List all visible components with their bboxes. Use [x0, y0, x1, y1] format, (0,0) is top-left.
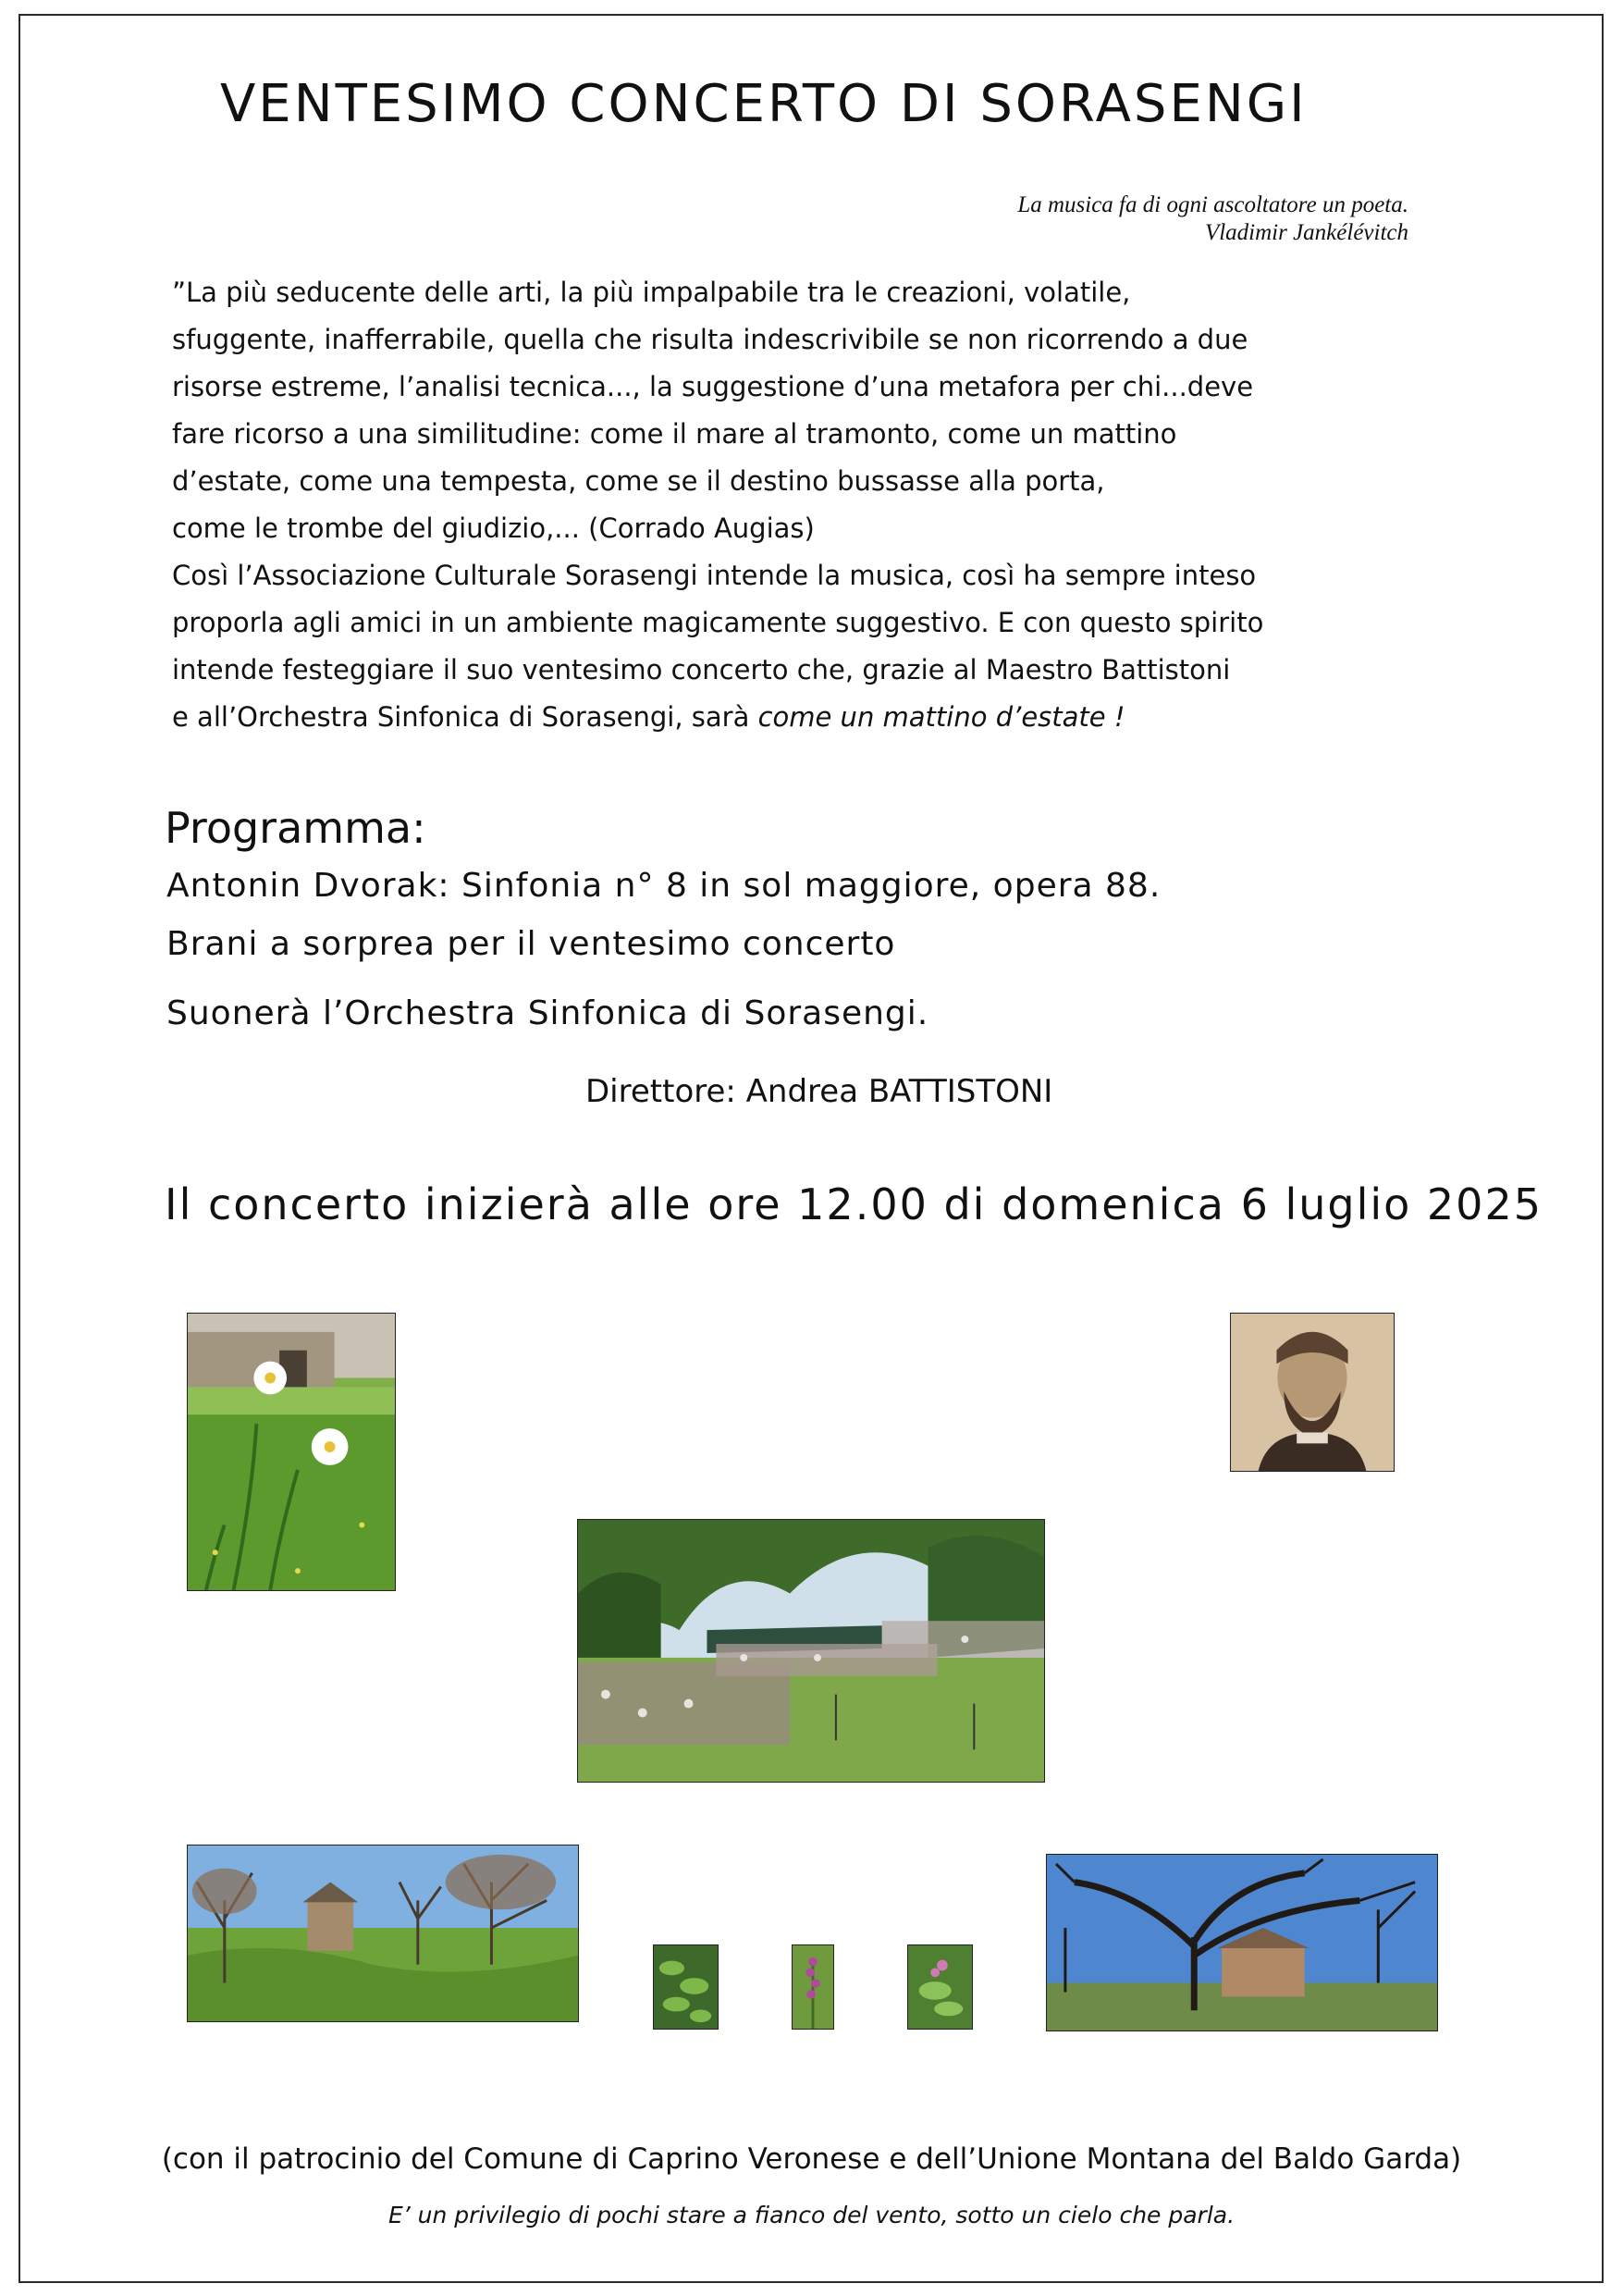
intro-line-italic: come un mattino d’estate !	[757, 701, 1125, 733]
wildflower-photo	[907, 1944, 973, 2030]
closing-quote: E’ un privilegio di pochi stare a fianco del vento, sotto un cielo che parla.	[387, 2202, 1236, 2228]
intro-line: ”La più seducente delle arti, la più impalpabile tra le creazioni, volatile,	[172, 277, 1131, 308]
concert-start-line: Il concerto inizierà alle ore 12.00 di domenica 6 luglio 2025	[165, 1179, 1543, 1229]
intro-text	[172, 269, 1411, 741]
concert-audience-photo	[577, 1519, 1045, 1783]
intro-line: fare ricorso a una similitudine: come il mare al tramonto, come un mattino	[172, 418, 1177, 450]
purple-flower-photo	[792, 1944, 834, 2030]
program-heading: Programma:	[165, 803, 426, 853]
intro-line: d’estate, come una tempesta, come se il destino bussasse alla porta,	[172, 465, 1105, 497]
intro-line-plain: e all’Orchestra Sinfonica di Sorasengi, sarà	[172, 701, 758, 733]
page-title: VENTESIMO CONCERTO DI SORASENGI	[220, 74, 1308, 134]
epigraph	[1017, 191, 1408, 247]
epigraph-quote: La musica fa di ogni ascoltatore un poeta.	[1017, 192, 1408, 217]
narcissus-photo	[187, 1313, 396, 1591]
program-item: Suonerà l’Orchestra Sinfonica di Sorasengi.	[166, 994, 929, 1032]
intro-line: risorse estreme, l’analisi tecnica..., la suggestione d’una metafora per chi...deve	[172, 371, 1254, 402]
intro-line: come le trombe del giudizio,... (Corrado Augias)	[172, 512, 815, 544]
intro-line-last	[172, 694, 1411, 741]
epigraph-author: Vladimir Jankélévitch	[1204, 220, 1408, 245]
dvorak-portrait-photo	[1230, 1313, 1395, 1472]
intro-line: sfuggente, inafferrabile, quella che risulta indescrivibile se non ricorrendo a due	[172, 324, 1248, 355]
intro-line: Così l’Associazione Culturale Sorasengi intende la musica, così ha sempre inteso	[172, 560, 1257, 591]
hillside-hut-photo	[187, 1845, 579, 2022]
patronage-note: (con il patrocinio del Comune di Caprino Veronese e dell’Unione Montana del Baldo Garda)	[161, 2142, 1462, 2176]
tree-hut-photo	[1046, 1854, 1438, 2031]
leaves-photo	[653, 1944, 719, 2030]
program-item: Brani a sorprea per il ventesimo concerto	[166, 925, 896, 963]
program-item: Antonin Dvorak: Sinfonia n° 8 in sol maggiore, opera 88.	[166, 867, 1162, 905]
intro-line: intende festeggiare il suo ventesimo concerto che, grazie al Maestro Battistoni	[172, 654, 1231, 685]
intro-line: proporla agli amici in un ambiente magicamente suggestivo. E con questo spirito	[172, 607, 1264, 638]
director-line: Direttore: Andrea BATTISTONI	[585, 1073, 1053, 1110]
